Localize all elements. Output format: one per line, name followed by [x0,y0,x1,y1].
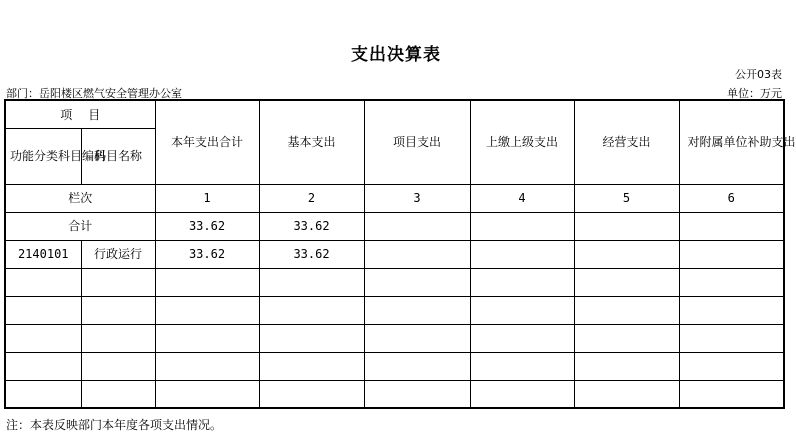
empty-row [5,268,784,296]
unit-label: 单位：万元 [727,87,782,100]
header-subsidiary-subsidy: 对附属单位补助支出 [679,100,784,184]
row-value [470,240,574,268]
item-header: 项目 [5,100,155,128]
department-label: 部门：岳阳楼区燃气安全管理办公室 [6,87,182,100]
total-value [470,212,574,240]
empty-row [5,380,784,408]
empty-row [5,352,784,380]
expenditure-table [4,99,796,409]
row-function-code: 2140101 [5,240,81,268]
total-value [679,212,784,240]
table-title: 支出决算表 [351,45,441,65]
row-value [574,240,679,268]
header-function-code: 功能分类科目编码 [5,128,81,184]
total-value: 33.62 [259,212,364,240]
total-value: 33.62 [155,212,259,240]
footnote: 注：本表反映部门本年度各项支出情况。 [6,418,223,432]
header-subject-name: 科目名称 [81,128,155,184]
header-project-expenditure: 项目支出 [364,100,470,184]
header-operating-expenditure: 经营支出 [574,100,679,184]
header-remit-to-superior: 上缴上级支出 [470,100,574,184]
column-index-5: 5 [574,184,679,212]
total-row [5,212,784,240]
column-index-2: 2 [259,184,364,212]
column-index-6: 6 [679,184,784,212]
row-value: 33.62 [259,240,364,268]
row-value [679,240,784,268]
column-index-label: 栏次 [5,184,155,212]
header-basic-expenditure: 基本支出 [259,100,364,184]
total-value [364,212,470,240]
column-index-4: 4 [470,184,574,212]
column-index-row [5,184,784,212]
row-subject-name: 行政运行 [81,240,155,268]
empty-row [5,296,784,324]
header-total-expenditure: 本年支出合计 [155,100,259,184]
row-value [364,240,470,268]
total-label: 合计 [5,212,155,240]
column-index-1: 1 [155,184,259,212]
total-value [574,212,679,240]
empty-row [5,324,784,352]
column-index-3: 3 [364,184,470,212]
table-row [5,240,784,268]
row-value: 33.62 [155,240,259,268]
form-number: 公开03表 [735,68,782,81]
